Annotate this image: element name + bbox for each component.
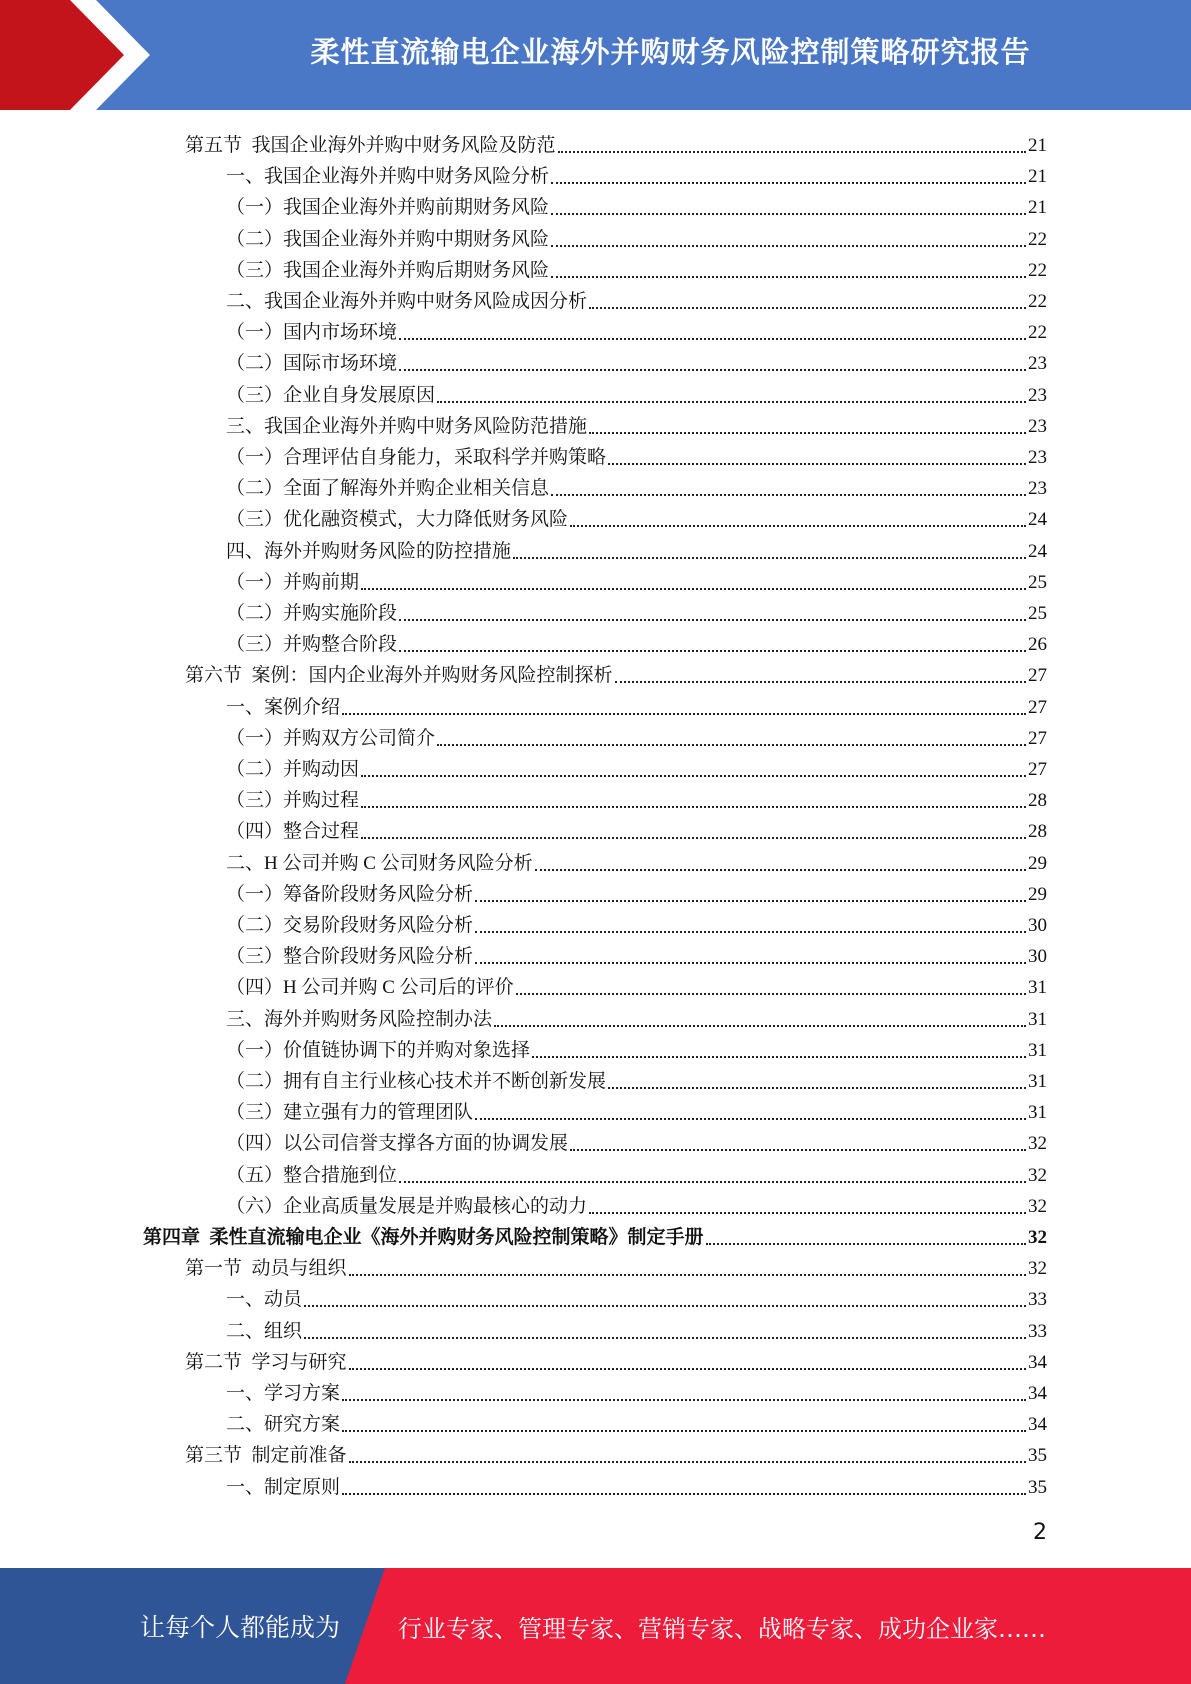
toc-entry-page: 28: [1028, 821, 1047, 843]
toc-entry-label: （三）企业自身发展原因: [226, 384, 436, 406]
toc-entry-page: 32: [1028, 1258, 1047, 1280]
toc-dot-leader: [615, 681, 1026, 683]
toc-entry-label: （三）建立强有力的管理团队: [226, 1102, 474, 1124]
page-number: 2: [1033, 1520, 1047, 1545]
toc-entry-page: 30: [1028, 946, 1047, 968]
toc-entry[interactable]: [226, 751, 1047, 782]
toc-entry-label: （四）以公司信誉支撑各方面的协调发展: [226, 1133, 569, 1155]
toc-dot-leader: [551, 494, 1026, 496]
toc-entry-page: 22: [1028, 291, 1047, 312]
toc-dot-leader: [589, 307, 1026, 309]
toc-entry-page: 33: [1028, 1320, 1047, 1342]
toc-entry-label: （二）并购实施阶段: [226, 603, 398, 624]
toc-dot-leader: [361, 806, 1026, 808]
toc-entry-label: （三）我国企业海外并购后期财务风险: [226, 259, 550, 281]
toc-entry[interactable]: [226, 501, 1047, 532]
toc-entry-label: 二、我国企业海外并购中财务风险成因分析: [226, 291, 588, 312]
toc-entry[interactable]: [226, 689, 1047, 720]
toc-dot-leader: [475, 900, 1026, 902]
toc-entry[interactable]: [226, 595, 1047, 626]
toc-dot-leader: [342, 713, 1026, 715]
toc-entry-page: 34: [1028, 1351, 1047, 1373]
toc-entry[interactable]: [226, 907, 1047, 938]
toc-entry[interactable]: [226, 345, 1047, 376]
toc-entry-page: 31: [1028, 1071, 1047, 1092]
toc-dot-leader: [558, 151, 1026, 153]
toc-entry-page: 25: [1028, 571, 1047, 593]
toc-entry-page: 23: [1028, 478, 1047, 500]
toc-entry-page: 29: [1028, 852, 1047, 874]
toc-entry-page: 26: [1028, 634, 1047, 656]
toc-dot-leader: [608, 463, 1026, 465]
toc-dot-leader: [342, 1493, 1026, 1495]
toc-entry-page: 31: [1028, 1039, 1047, 1061]
toc-entry-label: （四）整合过程: [226, 821, 360, 843]
toc-entry-label: 第三节 制定前准备: [185, 1445, 347, 1467]
toc-entry[interactable]: [226, 377, 1047, 408]
toc-dot-leader: [589, 432, 1026, 434]
toc-entry-page: 21: [1028, 166, 1047, 188]
toc-entry-page: 23: [1028, 384, 1047, 406]
toc-dot-leader: [399, 338, 1026, 340]
toc-dot-leader: [570, 525, 1026, 527]
toc-entry-page: 27: [1028, 759, 1047, 780]
toc-entry[interactable]: [226, 221, 1047, 252]
toc-entry-page: 21: [1028, 135, 1047, 156]
toc-entry-page: 21: [1028, 197, 1047, 219]
toc-dot-leader: [437, 401, 1026, 403]
toc-entry[interactable]: [226, 1469, 1047, 1500]
toc-entry[interactable]: [226, 1375, 1047, 1406]
toc-entry-page: 32: [1028, 1227, 1047, 1248]
toc-entry[interactable]: [226, 408, 1047, 439]
toc-entry-page: 30: [1028, 915, 1047, 936]
toc-entry-label: 四、海外并购财务风险的防控措施: [226, 540, 512, 562]
toc-entry-label: 第一节 动员与组织: [185, 1258, 347, 1280]
toc-dot-leader: [494, 1025, 1026, 1027]
toc-entry-label: 第五节 我国企业海外并购中财务风险及防范: [185, 135, 556, 156]
footer-slogan-right: 行业专家、管理专家、营销专家、战略专家、成功企业家……: [398, 1614, 1046, 1643]
toc-entry[interactable]: [226, 470, 1047, 501]
toc-entry-label: （三）优化融资模式，大力降低财务风险: [226, 509, 569, 531]
toc-dot-leader: [304, 1305, 1026, 1307]
toc-entry-page: 32: [1028, 1164, 1047, 1186]
toc-entry-label: （六）企业高质量发展是并购最核心的动力: [226, 1195, 588, 1217]
toc-entry-label: （三）并购整合阶段: [226, 634, 398, 656]
toc-entry-label: （一）合理评估自身能力，采取科学并购策略: [226, 447, 607, 468]
toc-dot-leader: [551, 182, 1026, 184]
toc-dot-leader: [399, 1181, 1026, 1183]
toc-entry-label: 二、组织: [226, 1320, 303, 1342]
toc-entry-page: 22: [1028, 259, 1047, 281]
toc-entry-page: 23: [1028, 415, 1047, 437]
toc-dot-leader: [475, 1118, 1026, 1120]
toc-entry[interactable]: [185, 1344, 1047, 1375]
toc-entry[interactable]: [185, 1250, 1047, 1281]
toc-entry-page: 27: [1028, 665, 1047, 687]
toc-entry-page: 32: [1028, 1195, 1047, 1217]
toc-entry-page: 23: [1028, 447, 1047, 468]
page-header: [0, 0, 1191, 110]
toc-entry-label: （一）并购双方公司简介: [226, 727, 436, 749]
toc-entry-page: 34: [1028, 1383, 1047, 1404]
toc-entry-label: 一、动员: [226, 1289, 303, 1311]
toc-entry[interactable]: [226, 252, 1047, 283]
toc-entry[interactable]: [226, 564, 1047, 595]
toc-dot-leader: [475, 962, 1026, 964]
toc-entry-label: 一、制定原则: [226, 1476, 341, 1498]
toc-entry[interactable]: [226, 1001, 1047, 1032]
toc-entry-label: 第六节 案例：国内企业海外并购财务风险控制探析: [185, 665, 613, 687]
toc-dot-leader: [342, 1430, 1026, 1432]
toc-entry[interactable]: [185, 127, 1047, 158]
toc-dot-leader: [551, 276, 1026, 278]
toc-entry-label: 二、研究方案: [226, 1414, 341, 1436]
toc-entry-label: （二）国际市场环境: [226, 353, 398, 375]
toc-entry-label: 二、H 公司并购 C 公司财务风险分析: [226, 852, 533, 874]
toc-entry[interactable]: [185, 1437, 1047, 1468]
toc-dot-leader: [437, 744, 1026, 746]
toc-dot-leader: [361, 775, 1026, 777]
toc-dot-leader: [342, 1399, 1026, 1401]
toc-entry-label: 第四章 柔性直流输电企业《海外并购财务风险控制策略》制定手册: [143, 1227, 704, 1248]
toc-entry-label: （二）全面了解海外并购企业相关信息: [226, 478, 550, 500]
toc-entry[interactable]: [226, 626, 1047, 657]
toc-entry-label: （一）我国企业海外并购前期财务风险: [226, 197, 550, 219]
toc-entry-page: 22: [1028, 322, 1047, 344]
toc-entry[interactable]: [226, 876, 1047, 907]
toc-entry[interactable]: [185, 657, 1047, 688]
toc-entry[interactable]: [226, 314, 1047, 345]
toc-entry-label: 一、学习方案: [226, 1383, 341, 1404]
toc-dot-leader: [608, 1087, 1026, 1089]
toc-dot-leader: [513, 557, 1026, 559]
toc-entry-label: （一）价值链协调下的并购对象选择: [226, 1039, 531, 1061]
toc-entry-page: 24: [1028, 540, 1047, 562]
toc-entry-label: （四）H 公司并购 C 公司后的评价: [226, 977, 514, 999]
toc-entry-page: 35: [1028, 1445, 1047, 1467]
toc-entry[interactable]: [226, 283, 1047, 314]
toc-entry[interactable]: [226, 1094, 1047, 1125]
toc-dot-leader: [551, 245, 1026, 247]
toc-entry-page: 31: [1028, 1102, 1047, 1124]
toc-entry[interactable]: [226, 813, 1047, 844]
toc-entry[interactable]: [226, 1406, 1047, 1437]
toc-entry-page: 32: [1028, 1133, 1047, 1155]
toc-entry-page: 31: [1028, 977, 1047, 999]
toc-dot-leader: [535, 869, 1026, 871]
toc-entry[interactable]: [226, 1157, 1047, 1188]
toc-entry-page: 27: [1028, 696, 1047, 718]
page-footer: [0, 1568, 1191, 1684]
toc-dot-leader: [361, 588, 1026, 590]
toc-entry-page: 34: [1028, 1414, 1047, 1436]
toc-entry-label: （二）交易阶段财务风险分析: [226, 915, 474, 936]
toc-entry-label: （一）筹备阶段财务风险分析: [226, 883, 474, 905]
toc-dot-leader: [349, 1274, 1026, 1276]
toc-entry-label: （一）并购前期: [226, 571, 360, 593]
toc-entry-label: （二）我国企业海外并购中期财务风险: [226, 228, 550, 250]
toc-entry-label: 三、我国企业海外并购中财务风险防范措施: [226, 415, 588, 437]
toc-entry-label: （二）拥有自主行业核心技术并不断创新发展: [226, 1071, 607, 1092]
toc-entry-label: 第二节 学习与研究: [185, 1351, 347, 1373]
toc-dot-leader: [304, 1337, 1026, 1339]
toc-entry[interactable]: [226, 1313, 1047, 1344]
toc-entry[interactable]: [226, 1188, 1047, 1219]
toc-entry-label: 一、我国企业海外并购中财务风险分析: [226, 166, 550, 188]
toc-dot-leader: [570, 1149, 1026, 1151]
toc-entry[interactable]: [226, 969, 1047, 1000]
toc-entry[interactable]: [226, 1032, 1047, 1063]
toc-entry-label: （五）整合措施到位: [226, 1164, 398, 1186]
toc-dot-leader: [399, 650, 1026, 652]
toc-entry-page: 24: [1028, 509, 1047, 531]
toc-entry-label: （一）国内市场环境: [226, 322, 398, 344]
toc-dot-leader: [399, 369, 1026, 371]
footer-slogan-left: 让每个人都能成为: [140, 1613, 341, 1642]
toc-entry-label: 三、海外并购财务风险控制办法: [226, 1008, 493, 1030]
toc-entry[interactable]: [226, 720, 1047, 751]
toc-entry[interactable]: [143, 1219, 1047, 1250]
toc-entry[interactable]: [226, 1125, 1047, 1156]
toc-dot-leader: [516, 993, 1026, 995]
toc-dot-leader: [361, 837, 1026, 839]
toc-dot-leader: [399, 619, 1026, 621]
toc-entry-label: （二）并购动因: [226, 759, 360, 780]
toc-dot-leader: [551, 213, 1026, 215]
toc-entry-label: （三）并购过程: [226, 790, 360, 812]
toc-entry[interactable]: [226, 845, 1047, 876]
toc-entry[interactable]: [226, 1063, 1047, 1094]
document-title: 柔性直流输电企业海外并购财务风险控制策略研究报告: [310, 34, 1031, 69]
toc-entry-page: 35: [1028, 1476, 1047, 1498]
toc-entry-page: 28: [1028, 790, 1047, 812]
toc-entry[interactable]: [226, 158, 1047, 189]
toc-entry-page: 33: [1028, 1289, 1047, 1311]
toc-entry[interactable]: [226, 533, 1047, 564]
toc-entry-page: 29: [1028, 883, 1047, 905]
toc-entry-page: 23: [1028, 353, 1047, 375]
toc-entry[interactable]: [226, 439, 1047, 470]
toc-entry-page: 31: [1028, 1008, 1047, 1030]
toc-entry-page: 25: [1028, 603, 1047, 624]
toc-dot-leader: [532, 1056, 1026, 1058]
toc-dot-leader: [349, 1368, 1026, 1370]
toc-dot-leader: [475, 931, 1026, 933]
toc-entry[interactable]: [226, 782, 1047, 813]
toc-entry[interactable]: [226, 938, 1047, 969]
toc-entry-page: 27: [1028, 727, 1047, 749]
toc-entry[interactable]: [226, 1281, 1047, 1312]
toc-entry-label: 一、案例介绍: [226, 696, 341, 718]
toc-dot-leader: [706, 1243, 1026, 1245]
toc-dot-leader: [349, 1461, 1026, 1463]
toc-entry-label: （三）整合阶段财务风险分析: [226, 946, 474, 968]
toc-dot-leader: [589, 1212, 1026, 1214]
header-arrow-decoration: [0, 0, 160, 110]
toc-entry[interactable]: [226, 189, 1047, 220]
toc-entry-page: 22: [1028, 228, 1047, 250]
